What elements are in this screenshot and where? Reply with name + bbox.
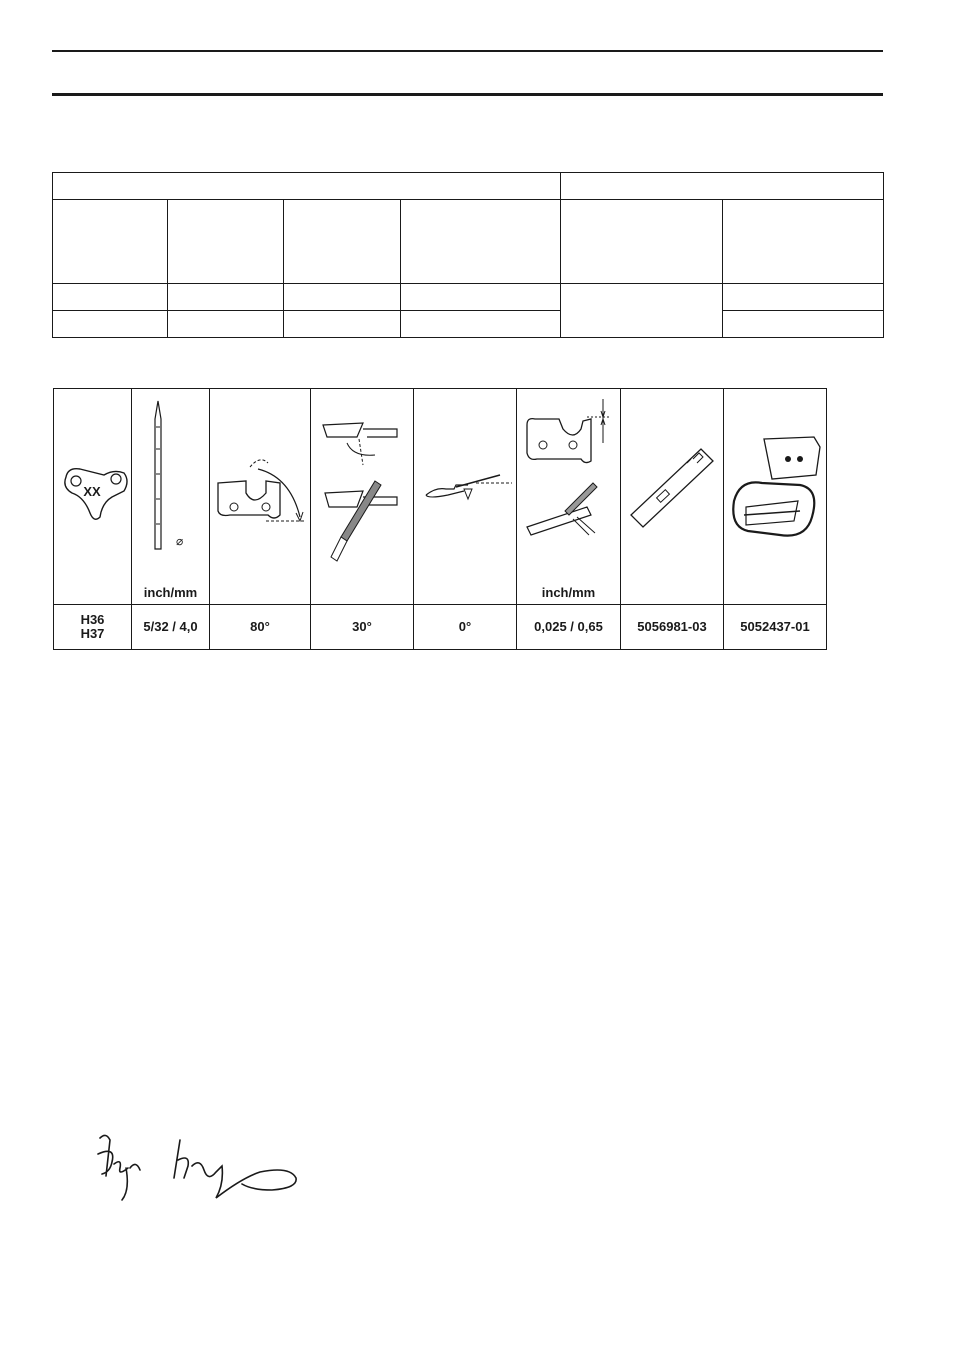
spec-col-header (284, 200, 401, 284)
diameter-symbol: ⌀ (176, 534, 184, 548)
tilt-angle-icon (414, 389, 517, 604)
header-rule-bottom (52, 93, 883, 96)
handwritten-signature (92, 1128, 302, 1206)
spec-col-header (723, 200, 884, 284)
spec-col-header (561, 200, 723, 284)
spec-col-header (168, 200, 284, 284)
spec-cell-merged (561, 284, 723, 338)
filing-angle-value: 30° (311, 605, 414, 650)
chain-models (54, 605, 132, 650)
round-file-cell (132, 389, 210, 605)
file-holder-icon (724, 389, 827, 604)
tilt-angle-cell (414, 389, 517, 605)
filing-angle-cell (311, 389, 414, 605)
top-plate-angle-icon (210, 389, 311, 604)
chain-model: H36 (80, 612, 105, 627)
spec-header-right (561, 173, 884, 200)
spec-cell (53, 311, 168, 338)
file-diameter-unit: inch/mm (143, 585, 198, 600)
depth-gauge-value: 0,025 / 0,65 (517, 605, 621, 650)
filing-angle-icon (311, 389, 414, 604)
file-holder-cell (724, 389, 827, 605)
top-plate-angle-value: 80° (210, 605, 311, 650)
cutter-marking-icon (54, 389, 132, 604)
depth-gauge-icon (517, 389, 621, 604)
depth-gauge-tool-cell (621, 389, 724, 605)
spec-cell (723, 311, 884, 338)
spec-cell (401, 284, 561, 311)
spec-header-left (53, 173, 561, 200)
spec-cell (284, 311, 401, 338)
sharpening-tool-table (53, 388, 827, 650)
file-holder-part: 5052437-01 (724, 605, 827, 650)
header-rule-top (52, 50, 883, 52)
depth-gauge-tool-icon (621, 389, 724, 604)
spec-cell (168, 311, 284, 338)
round-file-icon (132, 389, 210, 604)
cutter-marking-text: XX (83, 484, 101, 499)
chain-bar-spec-table (52, 172, 884, 338)
spec-cell (723, 284, 884, 311)
tilt-angle-value: 0° (414, 605, 517, 650)
depth-gauge-cell (517, 389, 621, 605)
chain-model: H37 (80, 626, 105, 641)
spec-cell (401, 311, 561, 338)
depth-gauge-tool-part: 5056981-03 (621, 605, 724, 650)
spec-cell (53, 284, 168, 311)
file-diameter-value: 5/32 / 4,0 (132, 605, 210, 650)
spec-col-header (401, 200, 561, 284)
depth-gauge-unit: inch/mm (541, 585, 596, 600)
cutter-marking-cell (54, 389, 132, 605)
spec-cell (284, 284, 401, 311)
top-plate-angle-cell (210, 389, 311, 605)
spec-col-header (53, 200, 168, 284)
spec-cell (168, 284, 284, 311)
